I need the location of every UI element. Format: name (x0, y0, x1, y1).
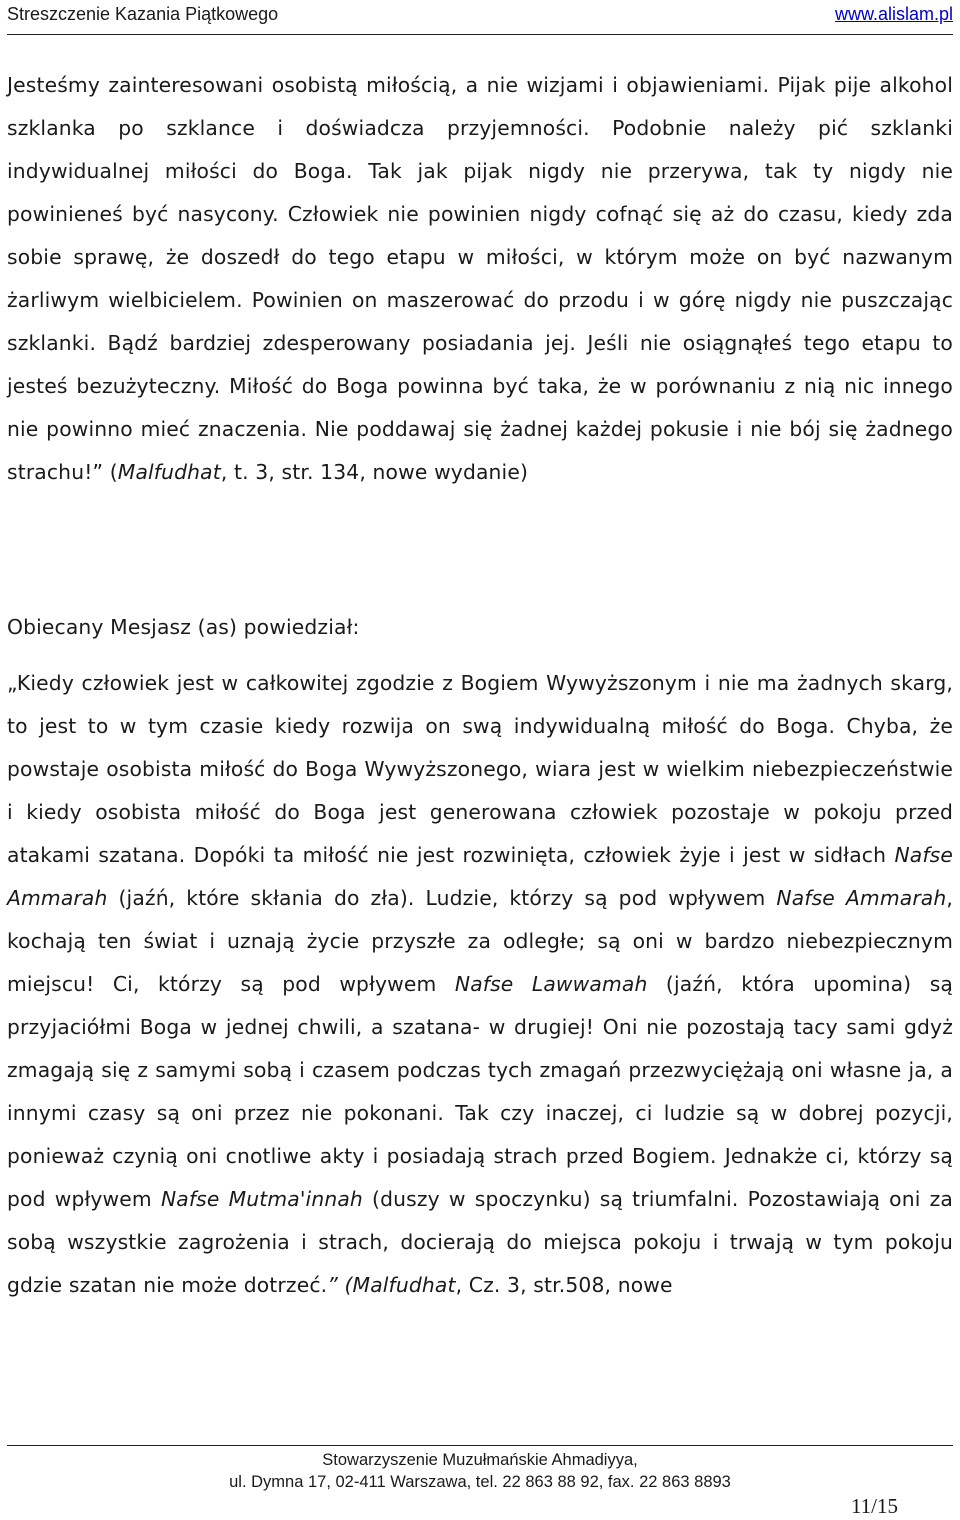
paragraph-text: Jesteśmy zainteresowani osobistą miłością, a nie wizjami i objawieniami. Pijak pije alkohol szklanka po szklance i doświadcza przyjemności. Podobnie należy pić szklanki indywidualnej miłości do Boga. Tak jak pijak nigdy nie przerywa, tak ty nigdy nie powinieneś być nasycony. Człowiek nie powinien nigdy cofnąć się aż do czasu, kiedy zda sobie sprawę, że doszedł do tego etapu w miłości, w którym może on być nazwanym żarliwym wielbicielem. Powinien on maszerować do przodu i w górę nigdy nie puszczając szklanki. Bądź bardziej zdesperowany posiadania jej. Jeśli nie osiągnąłeś tego etapu to jesteś bezużyteczny. Miłość do Boga powinna być taka, że w porównaniu z nią nic innego nie powinno mieć znaczenia. Nie poddawaj się żadnej każdej pokusie i nie bój się żadnego strachu!” ( (7, 73, 953, 484)
page-header (7, 4, 953, 30)
paragraph-love-quote (7, 64, 953, 494)
term-nafse-ammarah: Nafse Ammarah (7, 843, 953, 910)
quote-segment: , kochają ten świat i uznają życie przyszłe za odległe; są oni w bardzo niebezpiecznym miejscu! Ci, którzy są pod wpływem (7, 886, 953, 996)
term-nafse-mutmainnah: Nafse Mutma'innah (160, 1187, 363, 1211)
header-site-link[interactable]: www.alislam.pl (834, 4, 953, 24)
source-citation: , t. 3, str. 134, nowe wydanie) (220, 460, 529, 484)
page-number: 11/15 (850, 1494, 898, 1518)
quote-segment: „Kiedy człowiek jest w całkowitej zgodzie z Bogiem Wywyższonym i nie ma żadnych skarg, to jest to w tym czasie kiedy rozwija on swą indywidualną miłość do Boga. Chyba, że powstaje osobista miłość do Boga Wywyższonego, wiara jest w wielkim niebezpieczeństwie i kiedy osobista miłość do Boga jest generowana człowiek pozostaje w pokoju przed atakami szatana. Dopóki ta miłość nie jest rozwinięta, człowiek żyje i jest w sidłach (7, 671, 953, 867)
footer-org: Stowarzyszenie Muzułmańskie Ahmadiyya, (322, 1451, 638, 1469)
footer-divider (7, 1445, 953, 1446)
quote-segment: (jaźń, które skłania do zła). Ludzie, którzy są pod wpływem (107, 886, 777, 910)
footer-address: ul. Dymna 17, 02-411 Warszawa, tel. 22 863 88 92, fax. 22 863 8893 (229, 1473, 731, 1491)
source-title: Malfudhat (117, 460, 221, 484)
quote-segment: (jaźń, która upomina) są przyjaciółmi Boga w jednej chwili, a szatana- w drugiej! Oni nie pozostają tacy sami gdyż zmagają się z samymi sobą i czasem podczas tych zmagań przezwyciężają oni własne ja, a innymi czasy są oni przez nie pokonani. Tak czy inaczej, ci ludzie są w dobrej pozycji, ponieważ czynią oni cnotliwe akty i posiadają strach przed Bogiem. Jednakże ci, którzy są pod wpływem (7, 972, 953, 1211)
term-nafse-ammarah: Nafse Ammarah (776, 886, 947, 910)
header-divider (7, 34, 953, 35)
quote-close: ” ( (327, 1273, 353, 1297)
source-citation: , Cz. 3, str.508, nowe (455, 1273, 673, 1297)
term-nafse-lawwamah: Nafse Lawwamah (454, 972, 648, 996)
source-title: Malfudhat (352, 1273, 456, 1297)
paragraph-messiah-quote (7, 662, 953, 1307)
quote-segment: (duszy w spoczynku) są triumfalni. Pozostawiają oni za sobą wszystkie zagrożenia i strach, docierają do miejsca pokoju i trwają w tym pokoju gdzie szatan nie może dotrzeć. (7, 1187, 953, 1297)
paragraph-intro: Obiecany Mesjasz (as) powiedział: (7, 615, 360, 639)
header-title: Streszczenie Kazania Piątkowego (7, 4, 279, 24)
